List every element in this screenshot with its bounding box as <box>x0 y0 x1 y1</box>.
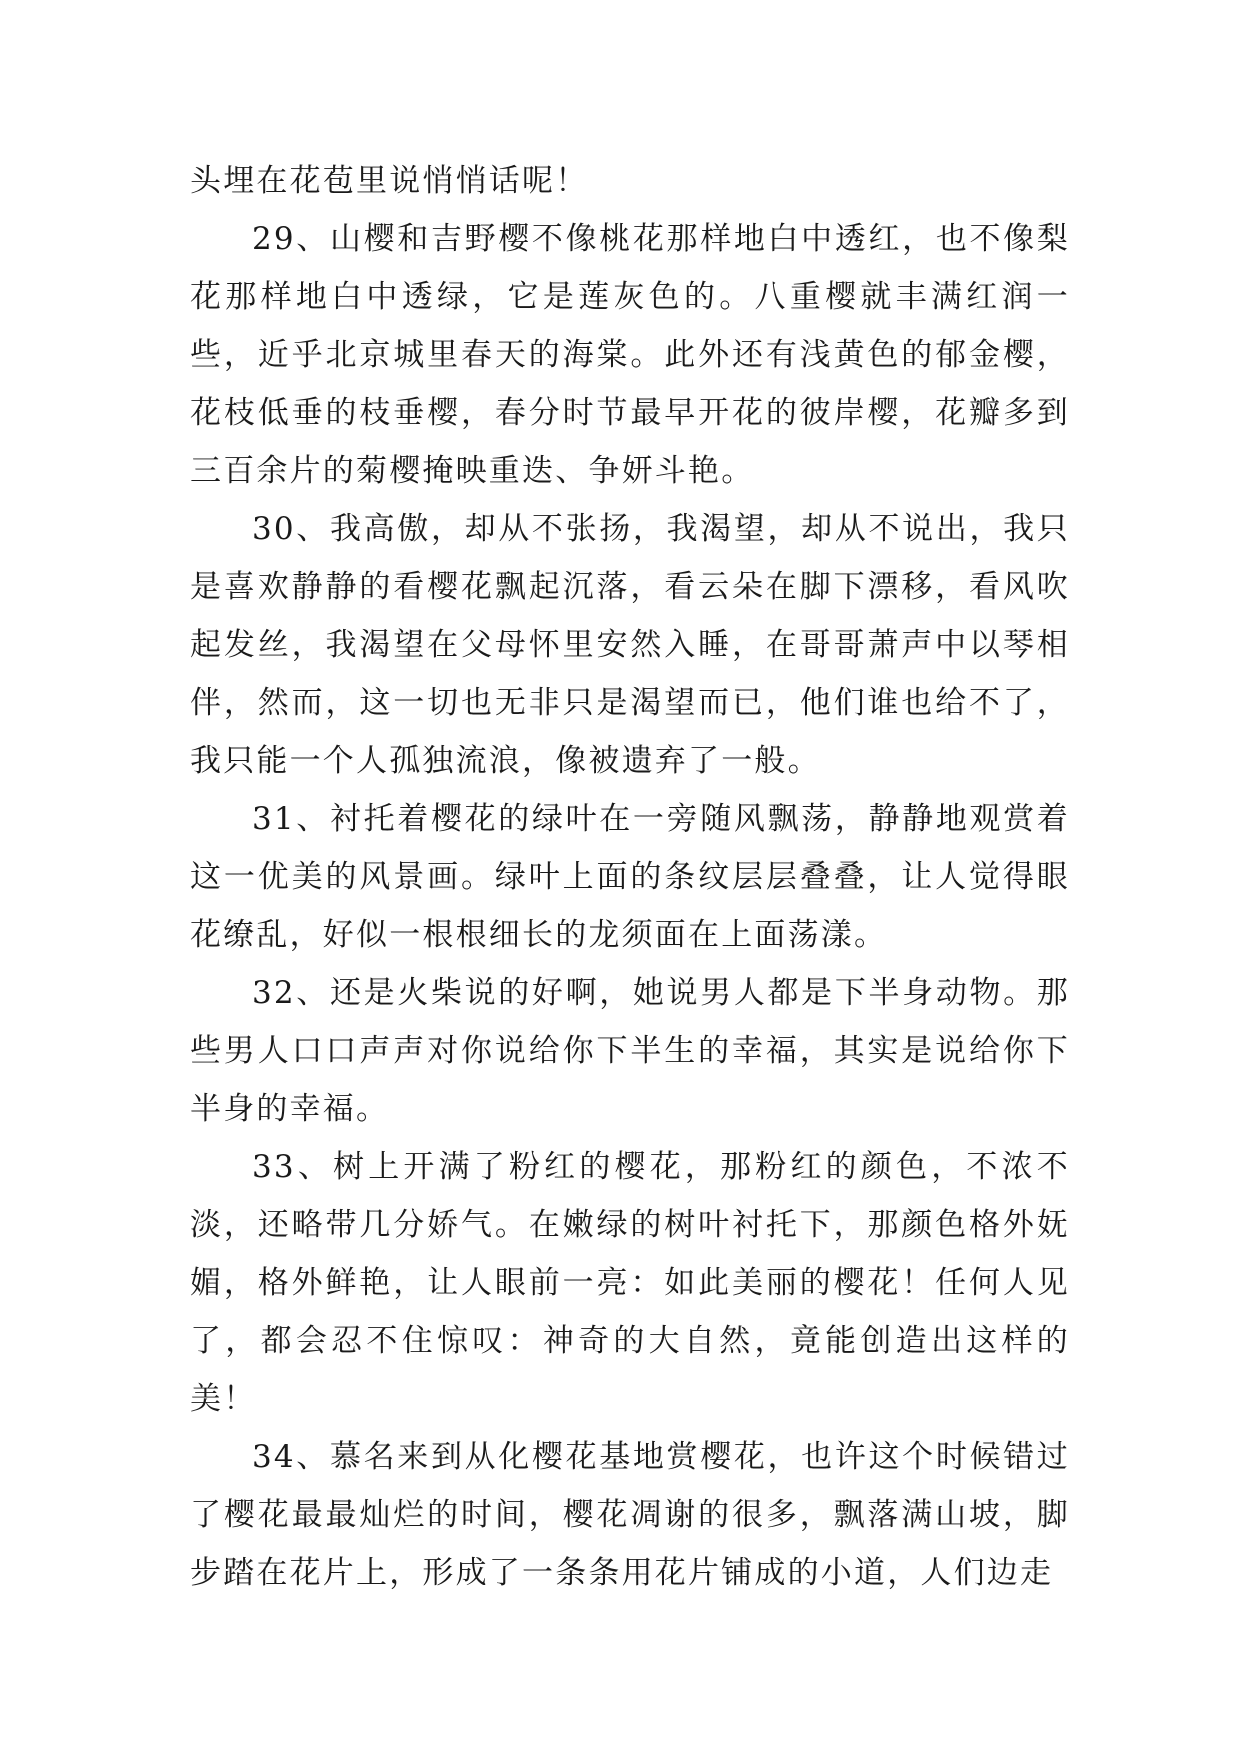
paragraph-33: 33、树上开满了粉红的樱花，那粉红的颜色，不浓不淡，还略带几分娇气。在嫩绿的树叶衬托下，那颜色格外妩媚，格外鲜艳，让人眼前一亮：如此美丽的樱花！任何人见了，都会忍不住惊叹：神奇的大自然，竟能创造出这样的美！ <box>190 1149 1070 1417</box>
paragraph-32: 32、还是火柴说的好啊，她说男人都是下半身动物。那些男人口口声声对你说给你下半生的幸福，其实是说给你下半身的幸福。 <box>190 975 1070 1127</box>
paragraph-34: 34、慕名来到从化樱花基地赏樱花，也许这个时候错过了樱花最最灿烂的时间，樱花凋谢的很多，飘落满山坡，脚步踏在花片上，形成了一条条用花片铺成的小道，人们边走 <box>190 1439 1070 1591</box>
paragraph-30: 30、我高傲，却从不张扬，我渴望，却从不说出，我只是喜欢静静的看樱花飘起沉落，看云朵在脚下漂移，看风吹起发丝，我渴望在父母怀里安然入睡，在哥哥萧声中以琴相伴，然而，这一切也无非只是渴望而已，他们谁也给不了，我只能一个人孤独流浪，像被遗弃了一般。 <box>190 511 1070 779</box>
paragraph-29: 29、山樱和吉野樱不像桃花那样地白中透红，也不像梨花那样地白中透绿，它是莲灰色的。八重樱就丰满红润一些，近乎北京城里春天的海棠。此外还有浅黄色的郁金樱，花枝低垂的枝垂樱，春分时节最早开花的彼岸樱，花瓣多到三百余片的菊樱掩映重迭、争妍斗艳。 <box>190 221 1070 489</box>
paragraph-continuation: 头埋在花苞里说悄悄话呢！ <box>190 163 589 199</box>
paragraph-31: 31、衬托着樱花的绿叶在一旁随风飘荡，静静地观赏着这一优美的风景画。绿叶上面的条纹层层叠叠，让人觉得眼花缭乱，好似一根根细长的龙须面在上面荡漾。 <box>190 801 1070 953</box>
document-body <box>190 152 1070 1602</box>
